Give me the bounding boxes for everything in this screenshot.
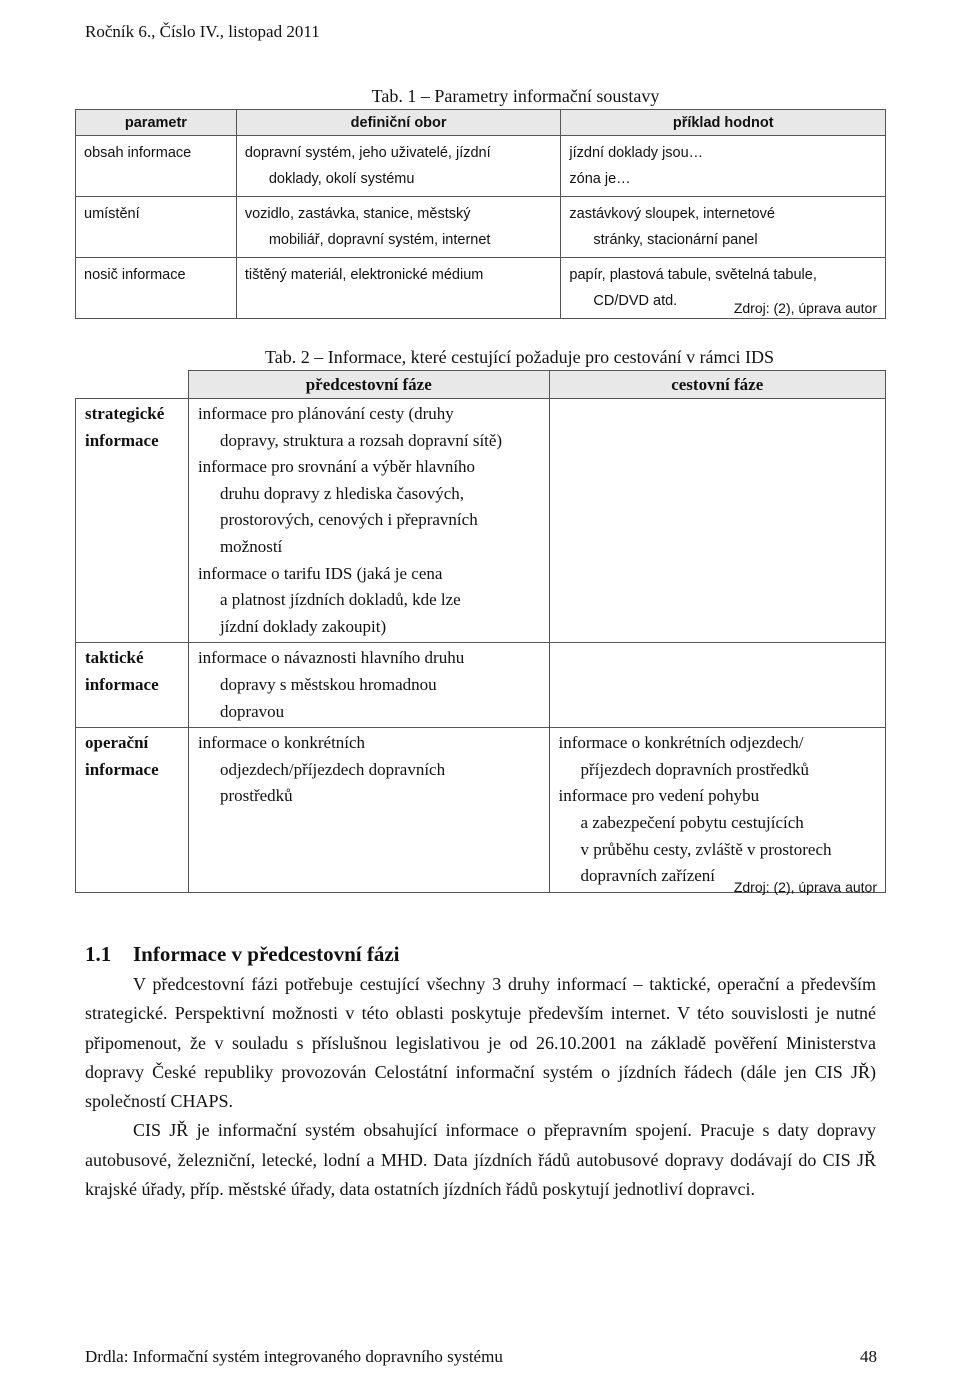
info-item: informace o konkrétních odjezdech/: [558, 733, 804, 753]
table1-param-cell: [76, 197, 237, 258]
section-heading: [85, 942, 400, 967]
example-line: zóna je…: [569, 171, 631, 187]
table2-trip-cell: [549, 643, 885, 728]
table1-header-cell: parametr: [76, 110, 237, 136]
label-line: operační: [85, 733, 149, 753]
table1-param-cell: [76, 136, 237, 197]
table1-header-row: [76, 110, 886, 136]
example-line: stránky, stacionární panel: [593, 232, 758, 248]
table2-pre-cell: [188, 643, 549, 728]
table2-label-cell: [76, 728, 189, 893]
domain-line: dopravní systém, jeho uživatelé, jízdní: [244, 145, 491, 161]
table2-caption: Tab. 2 – Informace, které cestující požaduje pro cestování v rámci IDS: [265, 347, 775, 367]
page-number: 48: [860, 1347, 877, 1366]
example-line: jízdní doklady jsou…: [569, 145, 704, 161]
table2: [75, 370, 886, 893]
table1-domain-cell: [236, 197, 561, 258]
info-item: informace pro vedení pohybu: [558, 786, 760, 806]
info-item-cont: prostorových, cenových i přepravních: [219, 510, 478, 530]
table1-source: Zdroj: (2), úprava autor: [733, 300, 877, 316]
table1-header-cell: příklad hodnot: [561, 110, 886, 136]
table1-caption: Tab. 1 – Parametry informační soustavy: [371, 86, 660, 106]
table2-header-row: [76, 371, 886, 399]
domain-line: doklady, okolí systému: [268, 171, 415, 187]
label-line: informace: [85, 674, 159, 694]
table1-domain-cell: [236, 258, 561, 319]
example-line: papír, plastová tabule, světelná tabule,: [569, 267, 817, 283]
info-item: informace o konkrétních: [197, 733, 366, 753]
info-item-cont: dopravy, struktura a rozsah dopravní sítě): [219, 430, 503, 450]
info-item: informace o tarifu IDS (jaká je cena: [197, 563, 443, 583]
running-header: Ročník 6., Číslo IV., listopad 2011: [85, 22, 320, 41]
table2-pre-cell: [188, 728, 549, 893]
info-item-cont: odjezdech/příjezdech dopravních: [219, 759, 446, 779]
table2-source: Zdroj: (2), úprava autor: [733, 879, 877, 895]
info-item-cont: dopravou: [219, 701, 285, 721]
table1-param-cell: [76, 258, 237, 319]
table1: [75, 109, 886, 319]
table2-trip-cell: [549, 399, 885, 643]
table-row: [76, 136, 886, 197]
section-number: 1.1: [85, 942, 112, 966]
table1-domain-cell: [236, 136, 561, 197]
domain-line: tištěný materiál, elektronické médium: [244, 267, 484, 283]
info-item-cont: možností: [219, 536, 283, 556]
info-item-cont: jízdní doklady zakoupit): [219, 616, 387, 636]
footer-title: Drdla: Informační systém integrovaného dopravního systému: [85, 1347, 503, 1366]
table-row: [76, 643, 886, 728]
section-title: Informace v předcestovní fázi: [133, 942, 400, 966]
table2-header-cell: [76, 371, 189, 399]
table-row: [76, 399, 886, 643]
domain-line: mobiliář, dopravní systém, internet: [268, 232, 491, 248]
table1-example-cell: [561, 136, 886, 197]
info-item-cont: v průběhu cesty, zvláště v prostorech: [580, 839, 832, 859]
info-item: informace o návaznosti hlavního druhu: [197, 648, 465, 668]
table2-label-cell: [76, 399, 189, 643]
label-line: taktické: [85, 648, 144, 668]
info-item-cont: dopravy s městskou hromadnou: [219, 674, 437, 694]
label-line: informace: [85, 430, 159, 450]
paragraph: CIS JŘ je informační systém obsahující informace o přepravním spojení. Pracuje s daty dopravy autobusové, železniční, letecké, lodní a MHD. Data jízdních řádů autobusové dopravy dodávají do CIS JŘ krajské úřady, příp. městské úřady, data ostatních jízdních řádů poskytují jednotliví dopravci.: [85, 1120, 876, 1200]
info-item-cont: příjezdech dopravních prostředků: [580, 759, 809, 779]
example-line: CD/DVD atd.: [593, 293, 678, 309]
paragraph: V předcestovní fázi potřebuje cestující všechny 3 druhy informací – taktické, operační a především strategické. Perspektivní možnosti v této oblasti poskytuje především internet. V této souvislosti je nutné připomenout, že v souladu s příslušnou legislativou je od 26.10.2001 na základě pověření Ministerstva dopravy České republiky provozován Celostátní informační systém o jízdních řádech (dále jen CIS JŘ) společností CHAPS.: [85, 974, 876, 1112]
info-item: informace pro plánování cesty (druhy: [197, 404, 454, 423]
table2-label-cell: [76, 643, 189, 728]
table2-pre-cell: [188, 399, 549, 643]
info-item-cont: druhu dopravy z hlediska časových,: [219, 483, 465, 503]
table-row: [76, 728, 886, 893]
info-item-cont: a zabezpečení pobytu cestujících: [580, 812, 804, 832]
info-item-cont: prostředků: [219, 786, 293, 806]
param-text: umístění: [84, 206, 140, 222]
body-text: [85, 970, 876, 1204]
table2-trip-cell: [549, 728, 885, 893]
table1-header-cell: definiční obor: [236, 110, 561, 136]
param-text: obsah informace: [84, 145, 192, 161]
info-item-cont: a platnost jízdních dokladů, kde lze: [219, 590, 461, 610]
example-line: zastávkový sloupek, internetové: [569, 206, 775, 222]
param-text: nosič informace: [84, 267, 186, 283]
table-row: [76, 197, 886, 258]
label-line: informace: [85, 759, 159, 779]
label-line: strategické: [85, 404, 165, 423]
info-item: informace pro srovnání a výběr hlavního: [197, 457, 476, 477]
info-item-cont: dopravních zařízení: [580, 866, 716, 886]
table1-example-cell: [561, 197, 886, 258]
table2-header-cell: cestovní fáze: [549, 371, 885, 399]
domain-line: vozidlo, zastávka, stanice, městský: [244, 206, 471, 222]
table2-header-cell: předcestovní fáze: [188, 371, 549, 399]
